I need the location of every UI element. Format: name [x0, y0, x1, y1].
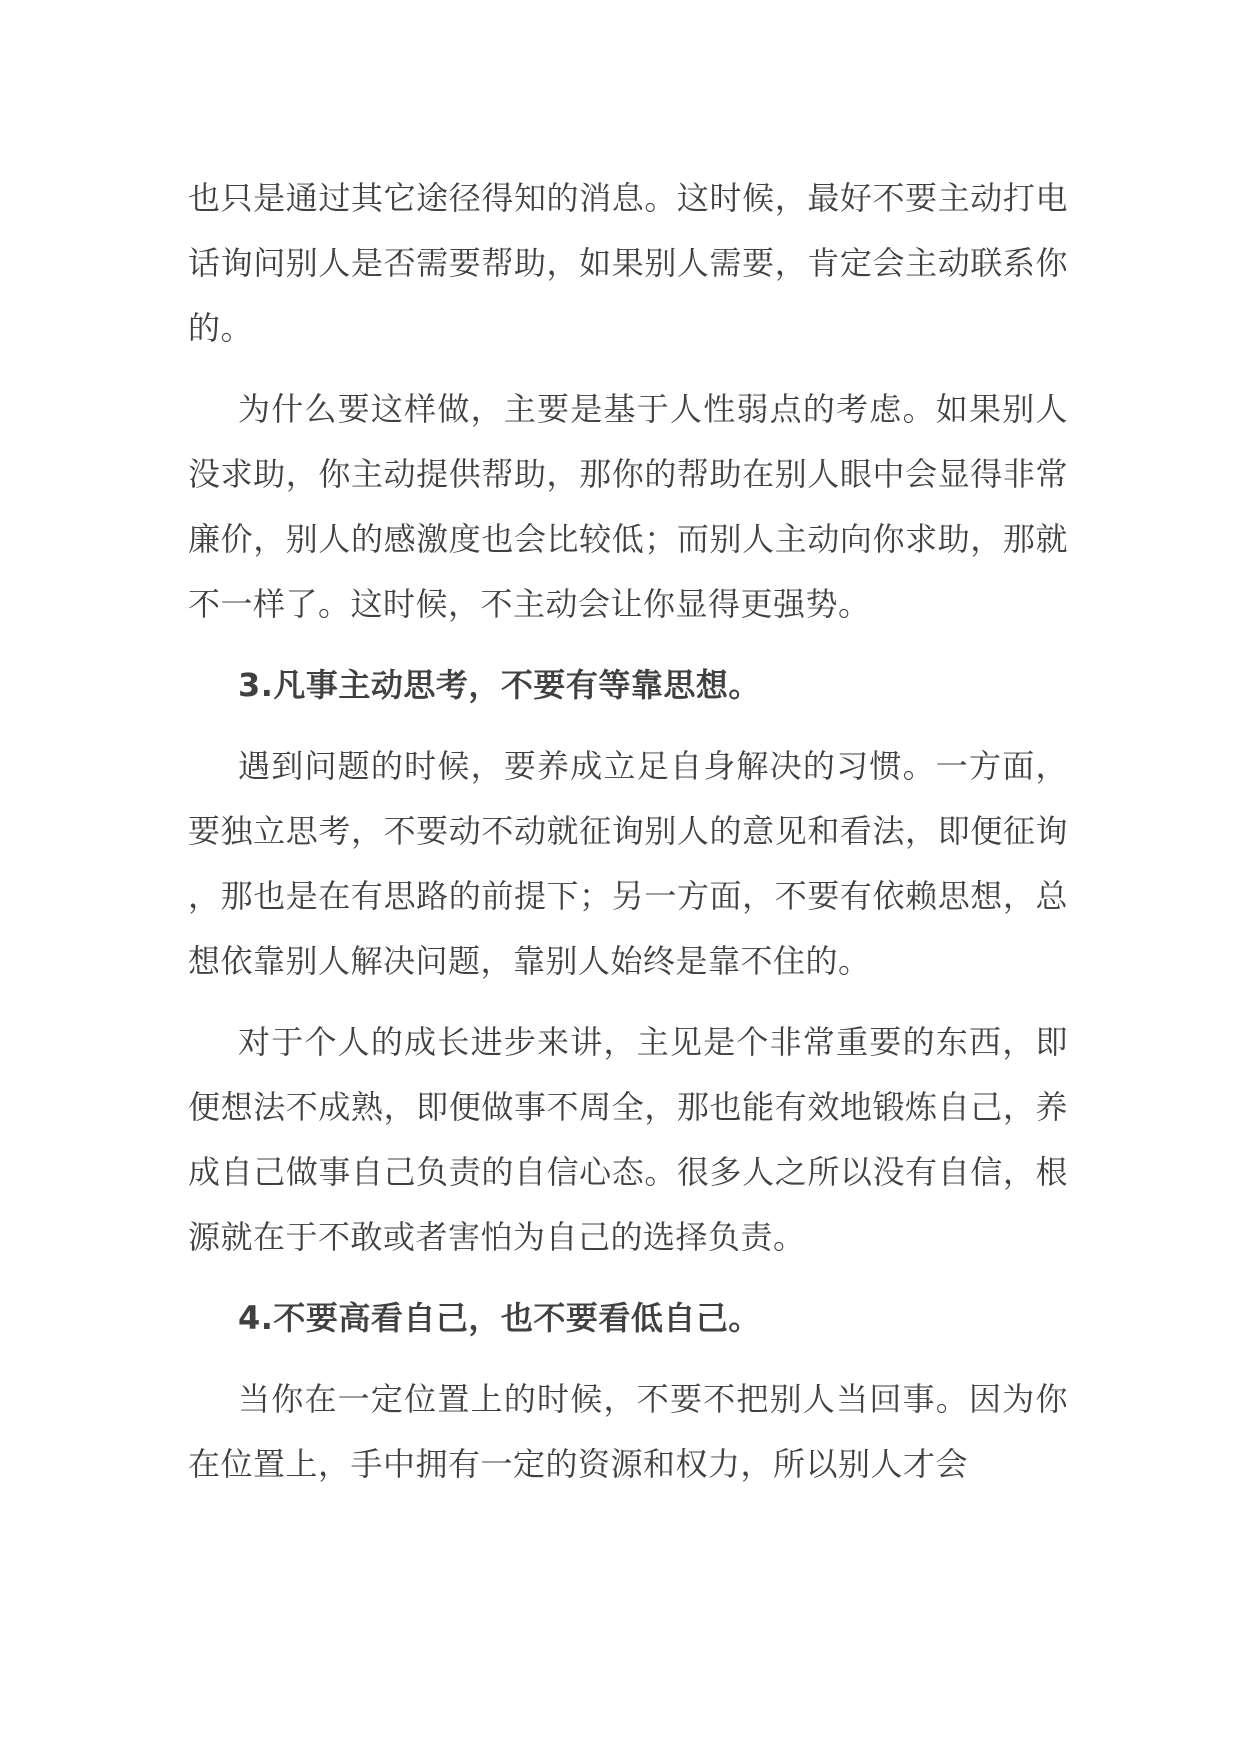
section-heading-3: 3.凡事主动思考，不要有等靠思想。 — [238, 666, 761, 704]
paragraph: 为什么要这样做，主要是基于人性弱点的考虑。如果别人没求助，你主动提供帮助，那你的帮助在别人眼中会显得非常廉价，别人的感激度也会比较低；而别人主动向你求助，那就不一样了。这时候，不主动会让你显得更强势。 — [188, 390, 1068, 623]
section-heading-4: 4.不要高看自己，也不要看低自己。 — [238, 1299, 761, 1337]
paragraph-continuation: 也只是通过其它途径得知的消息。这时候，最好不要主动打电话询问别人是否需要帮助，如果别人需要，肯定会主动联系你的。 — [188, 179, 1068, 347]
paragraph: 对于个人的成长进步来讲，主见是个非常重要的东西，即便想法不成熟，即便做事不周全，那也能有效地锻炼自己，养成自己做事自己负责的自信心态。很多人之所以没有自信，根源就在于不敢或者害怕为自己的选择负责。 — [188, 1023, 1068, 1256]
paragraph: 遇到问题的时候，要养成立足自身解决的习惯。一方面，要独立思考，不要动不动就征询别人的意见和看法，即便征询，那也是在有思路的前提下；另一方面，不要有依赖思想，总想依靠别人解决问题，靠别人始终是靠不住的。 — [188, 747, 1068, 980]
document-body — [188, 166, 1068, 1513]
paragraph-truncated: 当你在一定位置上的时候，不要不把别人当回事。因为你在位置上，手中拥有一定的资源和权力，所以别人才会 — [188, 1380, 1068, 1483]
